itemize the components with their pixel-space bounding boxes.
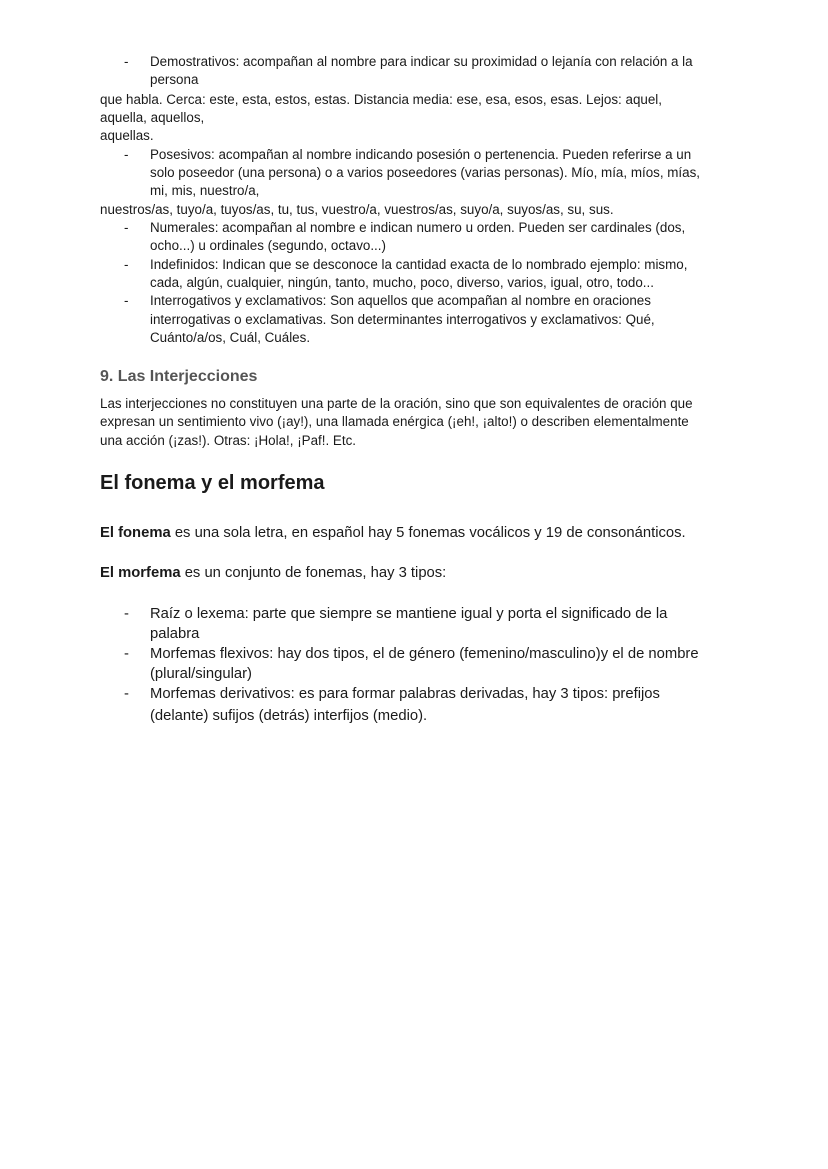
posesivos-text: mi, mis, nuestro/a,: [150, 183, 260, 198]
interrogativos-text: Interrogativos y exclamativos: Son aquellos que acompañan al nombre en oraciones: [150, 293, 651, 308]
morfema-term: El morfema: [100, 565, 181, 581]
morfema-definition: [100, 563, 446, 583]
list-bullet: -: [124, 606, 129, 622]
interrogativos-text: interrogativas o exclamativas. Son determinantes interrogativos y exclamativos: Qué,: [150, 312, 655, 327]
raiz-text: palabra: [150, 626, 200, 642]
list-bullet: -: [124, 220, 129, 235]
section-heading-fonema-morfema: El fonema y el morfema: [100, 472, 325, 494]
derivativos-text: (delante) sufijos (detrás) interfijos (medio).: [150, 708, 428, 724]
derivativos-text: Morfemas derivativos: es para formar palabras derivadas, hay 3 tipos: prefijos: [150, 686, 660, 702]
numerales-text: ocho...) u ordinales (segundo, octavo...): [150, 238, 386, 253]
list-bullet: -: [124, 147, 129, 162]
interjecciones-text: expresan un sentimiento vivo (¡ay!), una llamada enérgica (¡eh!, ¡alto!) o describen elementalmente: [100, 414, 689, 429]
raiz-text: Raíz o lexema: parte que siempre se mantiene igual y porta el significado de la: [150, 606, 668, 622]
posesivos-text: Posesivos: acompañan al nombre indicando posesión o pertenencia. Pueden referirse a un: [150, 147, 692, 162]
list-bullet: -: [124, 54, 129, 69]
fonema-description: es una sola letra, en español hay 5 fonemas vocálicos y 19 de consonánticos.: [170, 525, 686, 541]
demostrativos-text: aquella, aquellos,: [100, 110, 205, 125]
demostrativos-text: Demostrativos: acompañan al nombre para indicar su proximidad o lejanía con relación a la: [150, 54, 693, 69]
numerales-text: Numerales: acompañan al nombre e indican numero u orden. Pueden ser cardinales (dos,: [150, 220, 686, 235]
flexivos-text: (plural/singular): [150, 666, 252, 682]
list-bullet: -: [124, 293, 129, 308]
posesivos-text: nuestros/as, tuyo/a, tuyos/as, tu, tus, vuestro/a, vuestros/as, suyo/a, suyos/as, su, sus.: [100, 202, 614, 217]
demostrativos-text: aquellas.: [100, 128, 154, 143]
morfema-description: es un conjunto de fonemas, hay 3 tipos:: [180, 565, 447, 581]
section-heading-interjecciones: 9. Las Interjecciones: [100, 368, 258, 385]
interjecciones-text: Las interjecciones no constituyen una parte de la oración, sino que son equivalentes de oración que: [100, 396, 693, 411]
interrogativos-text: Cuánto/a/os, Cuál, Cuáles.: [150, 330, 311, 345]
interjecciones-text: una acción (¡zas!). Otras: ¡Hola!, ¡Paf!. Etc.: [100, 433, 356, 448]
flexivos-text: Morfemas flexivos: hay dos tipos, el de género (femenino/masculino)y el de nombre: [150, 646, 699, 662]
demostrativos-text: persona: [150, 72, 199, 87]
indefinidos-text: Indefinidos: Indican que se desconoce la cantidad exacta de lo nombrado ejemplo: mismo,: [150, 257, 688, 272]
demostrativos-text: que habla. Cerca: este, esta, estos, estas. Distancia media: ese, esa, esos, esas. Lejos: aquel,: [100, 92, 662, 107]
list-bullet: -: [124, 646, 129, 662]
fonema-term: El fonema: [100, 525, 171, 541]
indefinidos-text: cada, algún, cualquier, ningún, tanto, mucho, poco, diverso, varios, igual, otro, todo...: [150, 275, 654, 290]
fonema-definition: [100, 523, 686, 543]
list-bullet: -: [124, 257, 129, 272]
list-bullet: -: [124, 686, 129, 702]
posesivos-text: solo poseedor (una persona) o a varios poseedores (varias personas). Mío, mía, míos, mías,: [150, 165, 701, 180]
